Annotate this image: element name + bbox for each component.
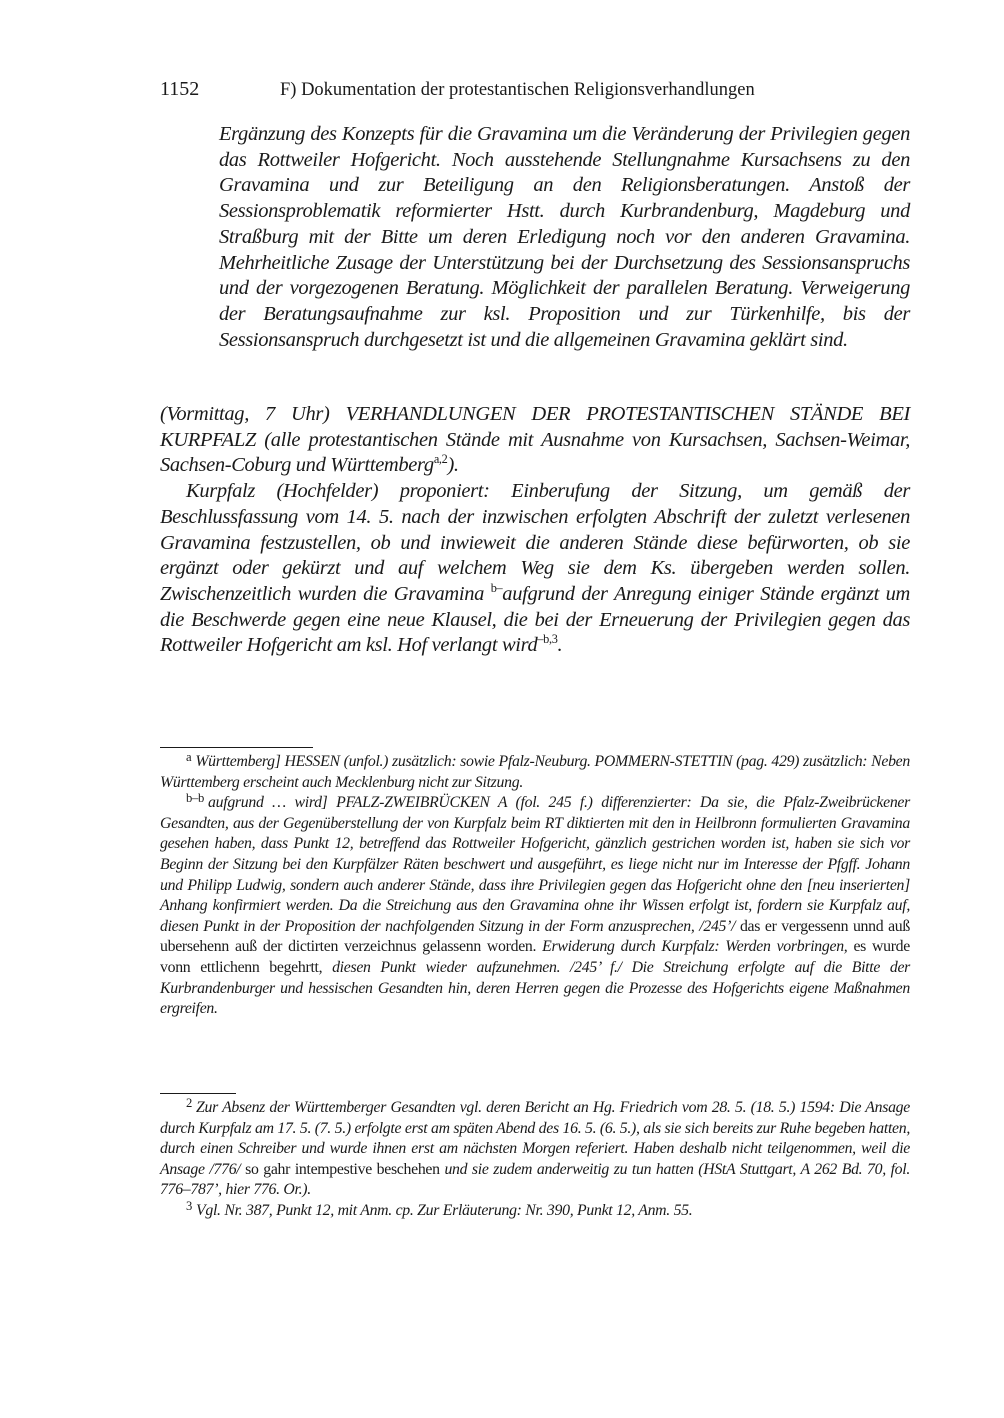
footnote-text: Zur Absenz der Württemberger Gesandten vgl. deren Bericht an Hg. Friedrich vom 28. 5. (18. 5.) 1594: Die Ansage durch Kurpfalz am 17. 5. (7. 5.) erfolgte erst am späten Abend des 16. 5. (6. 5.), als sie sich bereits zur Ruhe begeben hatten, durch einen Schreiber und wurde ihnen erst am nächsten Morgen referiert. Haben deshalb nicht teilgenommen, weil die Ansage /776/	[160, 1099, 910, 1178]
footnote	[160, 1095, 910, 1201]
proposition-paragraph	[160, 479, 910, 659]
note-reference: a,2	[433, 452, 448, 467]
session-heading	[160, 402, 910, 479]
note-reference-open: b–	[490, 580, 503, 595]
footnote	[160, 749, 910, 793]
footnote-mark: 2	[186, 1095, 193, 1110]
textual-notes	[160, 749, 910, 1020]
footnote-text: Vgl. Nr. 387, Punkt 12, mit Anm. cp. Zur Erläuterung: Nr. 390, Punkt 12, Anm. 55.	[196, 1201, 693, 1219]
source-quotation: so gahr intempestive beschehen	[245, 1160, 445, 1178]
closing-punctuation: .	[557, 634, 563, 657]
footnote-rule-commentary	[160, 1093, 236, 1094]
session-title: VERHANDLUNGEN DER PROTESTANTISCHEN STÄNDE BEI KURPFALZ	[160, 403, 910, 451]
footnote-text: aufgrund … wird] PFALZ-ZWEIBRÜCKEN A (fol. 245 f.) differenzierter: Da sie, die Pfalz-Zweibrückener Gesandten, aus der Gegenüberstellung der von Kurpfalz beim RT diktierten mit den in Heilbronn formulierten Gravamina gesehen haben, dass Punkt 12, betreffend das Rottweiler Hofgericht, gänzlich gestrichen worden ist, haben sie sich vor Beginn der Sitzung bei den Kurpfälzer Räten beschwert und ausgeführt, es liege nicht nur im Interesse der Pfgff. Johann und Philipp Ludwig, sondern auch anderer Stände, dass ihre Privilegien gegen das Hofgericht ohne den [neu inserierten] Anhang konfirmiert werden. Da die Streichung aus den Gravamina ohne ihr Wissen erfolgt ist, fordern sie Kurpfalz auf, diesen Punkt in der Proposition der nachfolgenden Sitzung in der Form anzusprechen, /245’/	[160, 794, 910, 935]
paragraph-text-1: Kurpfalz (Hochfelder) proponiert: Einberufung der Sitzung, um gemäß der Beschlussfassung vom 14. 5. nach der inzwischen erfolgten Abschrift der zuletzt verlesenen Gravamina festzustellen, ob und inwieweit die anderen Stände diese befürworten, ob sie ergänzt oder gekürzt und auf welchem Weg sie dem Ks. übergeben werden sollen. Zwischenzeitlich wurden die Gravamina	[160, 480, 910, 605]
footnote	[160, 793, 910, 1020]
main-text	[160, 402, 910, 659]
footnote-text: diesen Punkt wieder aufzunehmen. /245’ f./ Die Streichung erfolgte auf die Bitte der Kurbrandenburger und hessischen Gesandten hin, deren Herren gegen die Prozesse des Hofgerichts eigene Maßnahmen ergreifen.	[160, 958, 910, 1018]
paragraph-text-2: aufgrund der Anregung einiger Stände ergänzt um die Beschwerde gegen eine neue Klausel, die bei der Erneuerung der Privilegien gegen das Rottweiler Hofgericht am ksl. Hof verlangt wird	[160, 582, 910, 657]
running-header	[160, 78, 910, 106]
footnote-text: Erwiderung durch Kurpfalz: Werden vorbringen,	[542, 938, 854, 956]
session-time: (Vormittag, 7 Uhr)	[160, 403, 330, 425]
page-number: 1152	[160, 78, 200, 100]
footnote-text: Württemberg] HESSEN (unfol.) zusätzlich: sowie Pfalz-Neuburg. POMMERN-STETTIN (pag. 429) zusätzlich: Neben Württemberg erscheint auch Mecklenburg nicht zur Sitzung.	[160, 753, 910, 791]
source-quotation: es wurde vonn ettlichenn begehrtt,	[160, 938, 910, 976]
footnote-rule-textual	[160, 747, 313, 748]
note-reference-close: –b,3	[537, 632, 558, 647]
closing-punctuation: ).	[447, 454, 459, 477]
session-participants: (alle protestantischen Stände mit Ausnahme von Kursachsen, Sachsen-Weimar, Sachsen-Coburg und Württemberg	[160, 428, 910, 477]
document-summary	[219, 122, 910, 353]
summary-text: Ergänzung des Konzepts für die Gravamina um die Veränderung der Privilegien gegen das Rottweiler Hofgericht. Noch ausstehende Stellungnahme Kursachsens zu den Gravamina und zur Beteiligung an den Religionsberatungen. Anstoß der Sessionsproblematik reformierter Hstt. durch Kurbrandenburg, Magdeburg und Straßburg mit der Bitte um deren Erledigung noch vor den anderen Gravamina. Mehrheitliche Zusage der Unterstützung bei der Durchsetzung des Sessionsanspruchs und der vorgezogenen Beratung. Möglichkeit der parallelen Beratung. Verweigerung der Beratungsaufnahme zur ksl. Proposition und zur Türkenhilfe, bis der Sessionsanspruch durchgesetzt ist und die allgemeinen Gravamina geklärt sind.	[219, 123, 910, 351]
footnote	[160, 1198, 910, 1222]
footnote-mark: 3	[186, 1198, 193, 1213]
source-quotation: das er vergessenn unnd auß ubersehenn auß der dictirten verzeichnus gelassenn worden.	[160, 917, 910, 956]
commentary-notes	[160, 1095, 910, 1222]
footnote-mark: a	[186, 749, 192, 764]
footnote-text: und sie zudem anderweitig zu tun hatten (HStA Stuttgart, A 262 Bd. 70, fol. 776–787’, hier 776. Or.).	[160, 1160, 910, 1199]
running-title: F) Dokumentation der protestantischen Religionsverhandlungen	[280, 80, 755, 100]
footnote-mark: b–b	[186, 791, 205, 806]
